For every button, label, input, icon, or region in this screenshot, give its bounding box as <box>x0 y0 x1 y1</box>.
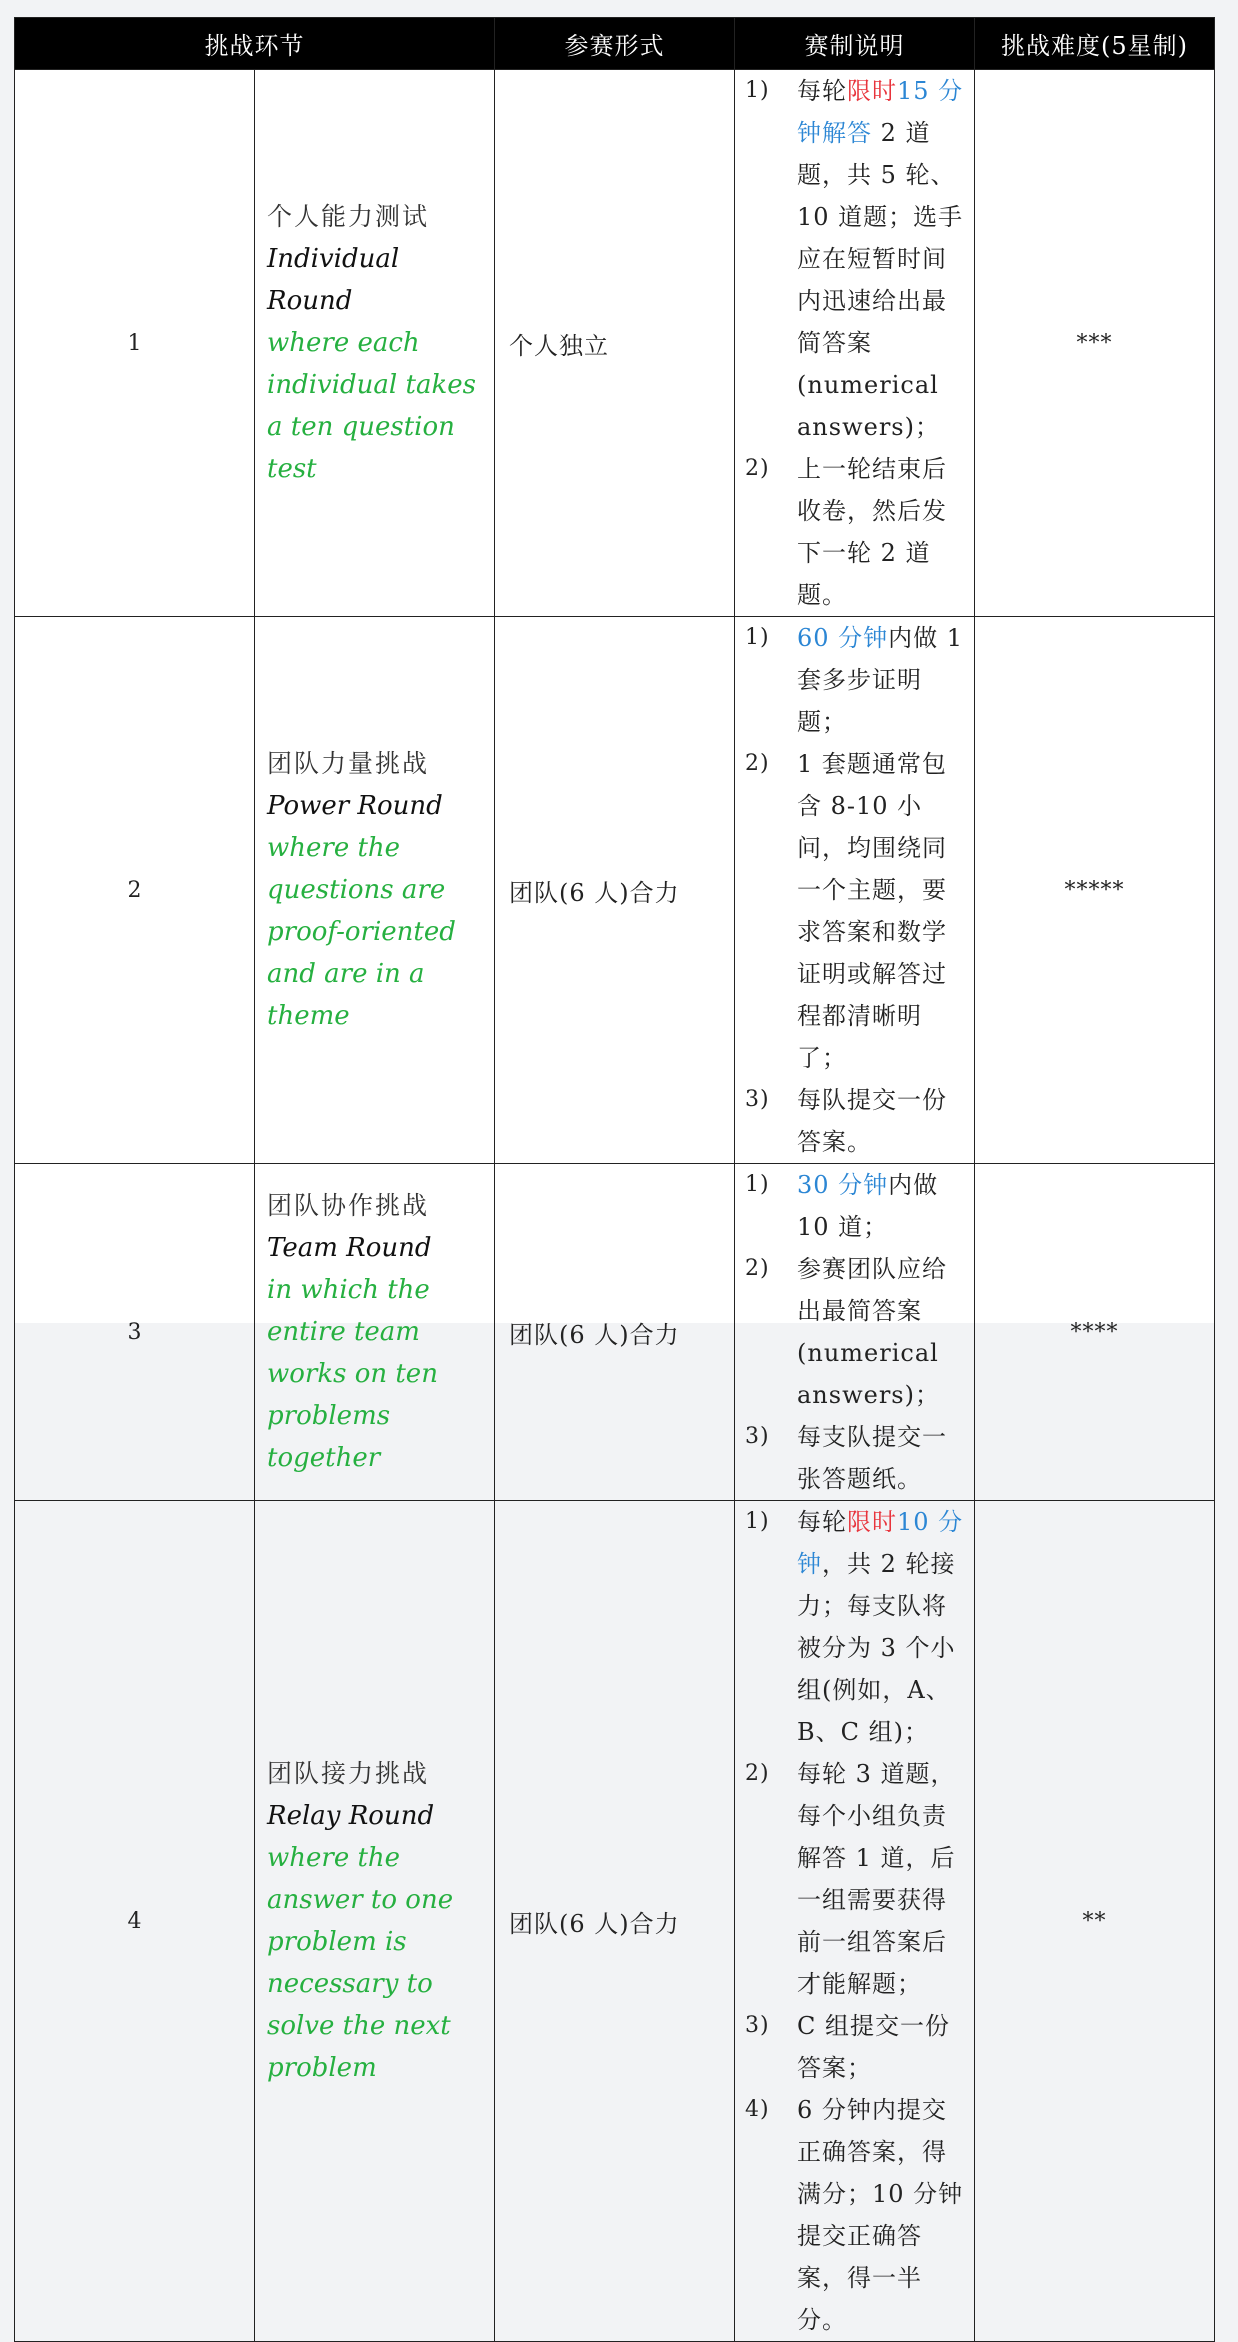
segment-title-en: Power Round <box>267 791 443 821</box>
rule-item <box>745 70 966 448</box>
rule-text-highlight-red: 限时 <box>847 77 897 105</box>
row-number: 2 <box>15 617 255 1164</box>
header-segment: 挑战环节 <box>15 18 495 70</box>
rule-marker: 1) <box>745 1509 770 1534</box>
rule-marker: 1) <box>745 1172 770 1197</box>
segment-title-cn: 团队协作挑战 <box>267 1191 430 1220</box>
rule-item <box>745 743 966 1079</box>
segment-title-en: Team Round <box>267 1233 432 1263</box>
rules-cell <box>735 1164 975 1501</box>
rules-list <box>745 617 966 1163</box>
rule-text: 每队提交一份答案。 <box>797 1086 947 1156</box>
rule-marker: 2) <box>745 751 770 776</box>
segment-cell <box>255 1164 495 1501</box>
rule-marker: 3) <box>745 2013 770 2038</box>
table-row <box>15 1501 1215 2342</box>
rule-text: 每轮 3 道题，每个小组负责解答 1 道，后一组需要获得前一组答案后才能解题； <box>797 1760 956 1998</box>
table-row <box>15 1164 1215 1501</box>
rule-text: 每支队提交一张答题纸。 <box>797 1423 947 1493</box>
header-row <box>15 18 1215 70</box>
rule-text-highlight-red: 限时 <box>847 1508 897 1536</box>
rule-item <box>745 448 966 616</box>
format-cell: 个人独立 <box>495 70 735 617</box>
segment-title-en: Relay Round <box>267 1801 435 1831</box>
rules-cell <box>735 617 975 1164</box>
table-header <box>15 18 1215 70</box>
rule-marker: 1) <box>745 625 770 650</box>
rule-marker: 3) <box>745 1087 770 1112</box>
rules-list <box>745 70 966 616</box>
header-rules: 赛制说明 <box>735 18 975 70</box>
rule-item <box>745 617 966 743</box>
table-row <box>15 70 1215 617</box>
segment-description: where the questions are proof-oriented and are in a theme <box>267 833 456 1031</box>
table-body <box>15 70 1215 2342</box>
segment-description: where the answer to one problem is necessary to solve the next problem <box>267 1843 454 2083</box>
segment-title-cn: 团队力量挑战 <box>267 749 430 778</box>
rules-list <box>745 1164 966 1500</box>
rule-marker: 2) <box>745 456 770 481</box>
rule-marker: 1) <box>745 78 770 103</box>
row-number: 3 <box>15 1164 255 1501</box>
rule-text: C 组提交一份答案； <box>797 2012 950 2082</box>
segment-title-cn: 团队接力挑战 <box>267 1759 430 1788</box>
rule-item <box>745 2089 966 2341</box>
header-difficulty: 挑战难度(5星制) <box>975 18 1215 70</box>
rule-text: 1 套题通常包含 8-10 小问，均围绕同一个主题，要求答案和数学证明或解答过程都清晰明了； <box>797 750 947 1072</box>
row-number: 1 <box>15 70 255 617</box>
rule-text: 每轮 <box>797 1508 847 1536</box>
rule-text: 参赛团队应给出最简答案(numerical answers)； <box>797 1255 947 1409</box>
rule-item <box>745 1164 966 1248</box>
competition-rules-sheet <box>14 17 1215 2334</box>
format-cell: 团队(6 人)合力 <box>495 1501 735 2342</box>
rule-item <box>745 1248 966 1416</box>
rule-item <box>745 1079 966 1163</box>
difficulty-rating: ***** <box>975 617 1215 1164</box>
format-cell: 团队(6 人)合力 <box>495 617 735 1164</box>
segment-cell <box>255 70 495 617</box>
segment-title-en: Individual Round <box>267 244 400 316</box>
rule-text: ，共 2 轮接力；每支队将被分为 3 个小组(例如，A、B、C 组)； <box>797 1550 956 1746</box>
rule-text: 6 分钟内提交正确答案，得满分；10 分钟提交正确答案，得一半分。 <box>797 2096 964 2334</box>
row-number: 4 <box>15 1501 255 2342</box>
header-format: 参赛形式 <box>495 18 735 70</box>
rule-text-highlight-blue: 30 分钟 <box>797 1171 889 1199</box>
rule-item <box>745 1501 966 1753</box>
difficulty-rating: **** <box>975 1164 1215 1501</box>
rule-marker: 2) <box>745 1761 770 1786</box>
rule-text: 内做 10 道； <box>797 1171 939 1241</box>
segment-description: in which the entire team works on ten problems together <box>267 1275 438 1473</box>
rule-text-highlight-blue: 60 分钟 <box>797 624 889 652</box>
rule-text: 每轮 <box>797 77 847 105</box>
rules-list <box>745 1501 966 2341</box>
rule-marker: 4) <box>745 2097 770 2122</box>
rule-text: 上一轮结束后收卷，然后发下一轮 2 道题。 <box>797 455 947 609</box>
rule-item <box>745 1753 966 2005</box>
rules-cell <box>735 70 975 617</box>
segment-title-cn: 个人能力测试 <box>267 202 430 231</box>
difficulty-rating: *** <box>975 70 1215 617</box>
segment-description: where each individual takes a ten question test <box>267 328 476 484</box>
rule-marker: 3) <box>745 1424 770 1449</box>
table-row <box>15 617 1215 1164</box>
rule-marker: 2) <box>745 1256 770 1281</box>
rule-text-highlight-blue: 15 分钟解答 <box>797 77 964 147</box>
format-cell: 团队(6 人)合力 <box>495 1164 735 1501</box>
competition-rules-table <box>14 17 1215 2342</box>
segment-cell <box>255 617 495 1164</box>
rules-cell <box>735 1501 975 2342</box>
rule-text: 2 道题，共 5 轮、10 道题；选手应在短暂时间内迅速给出最简答案(numerical answers)； <box>797 119 964 441</box>
rule-item <box>745 2005 966 2089</box>
segment-cell <box>255 1501 495 2342</box>
rule-text-highlight-blue: 10 分钟 <box>797 1508 964 1578</box>
rule-text: 内做 1 套多步证明题； <box>797 624 964 736</box>
rule-item <box>745 1416 966 1500</box>
difficulty-rating: ** <box>975 1501 1215 2342</box>
